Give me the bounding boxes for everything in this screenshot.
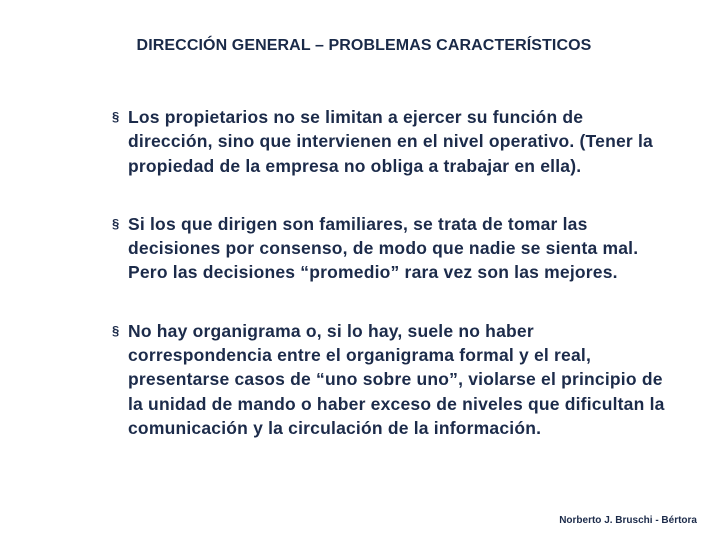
bullet-text: Si los que dirigen son familiares, se trata de tomar las decisiones por consenso, de modo que nadie se sienta mal. Pero las decisiones “promedio” rara vez son las mejores. xyxy=(128,213,639,283)
bullet-text: Los propietarios no se limitan a ejercer su función de dirección, sino que intervienen en el nivel operativo. (Tener la propiedad de la empresa no obliga a trabajar en ella). xyxy=(128,107,653,176)
bullet-text: No hay organigrama o, si lo hay, suele no haber correspondencia entre el organigrama formal y el real, presentarse casos de “uno sobre uno”, violarse el principio de la unidad de mando o haber exceso de niveles que dificultan la comunicación y la circulación de la información. xyxy=(128,320,665,438)
author-footer: Norberto J. Bruschi - Bértora xyxy=(559,515,697,526)
bullet-list xyxy=(112,105,672,440)
bullet-marker-icon: § xyxy=(112,322,120,338)
bullet-item xyxy=(112,319,672,440)
bullet-item xyxy=(112,212,672,285)
bullet-marker-icon: § xyxy=(112,109,120,124)
bullet-item xyxy=(112,105,672,178)
bullet-marker-icon: § xyxy=(112,215,120,231)
slide-title: DIRECCIÓN GENERAL – PROBLEMAS CARACTERÍSTICOS xyxy=(136,37,592,54)
